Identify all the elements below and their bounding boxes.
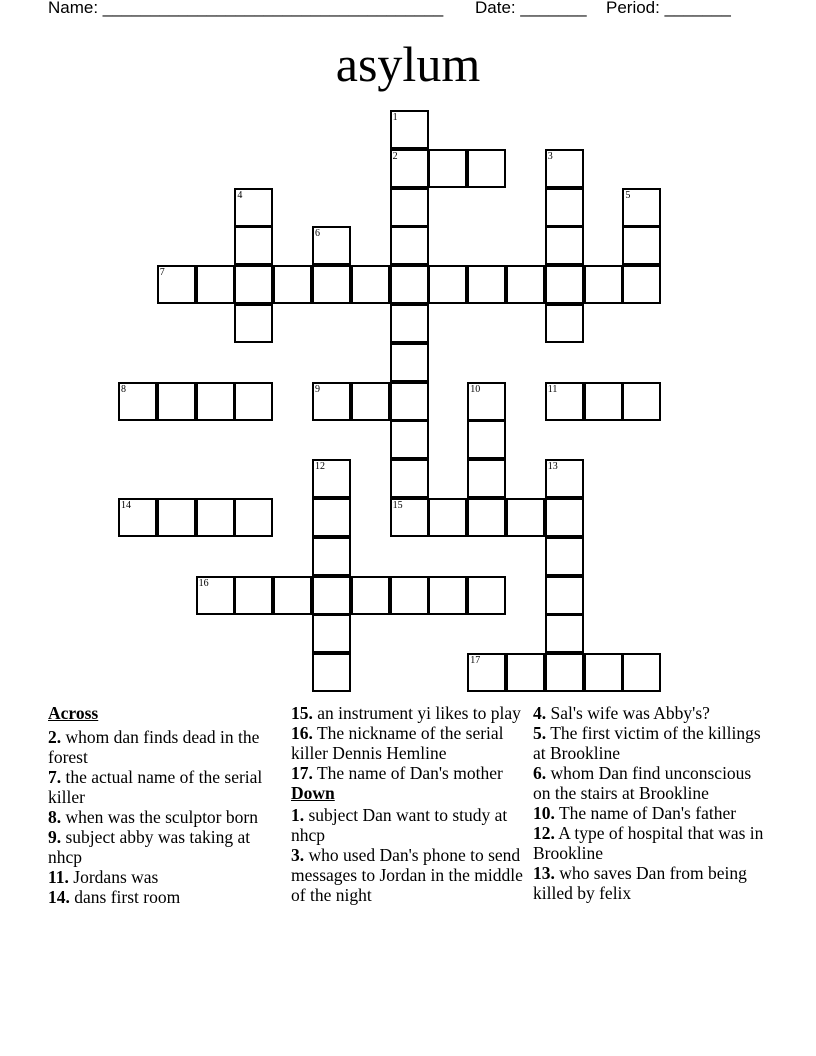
clue-number: 14 [121,500,131,511]
grid-cell[interactable] [584,653,623,692]
across-clue-11: 11. Jordans was [48,867,159,887]
clue-number: 4 [237,189,243,201]
grid-cell[interactable] [196,576,235,615]
across-clue-2: 2. whom dan finds dead in the forest [48,727,260,767]
clue-number: 8 [121,383,126,395]
clue-number: 12 [315,461,325,473]
grid-cell[interactable] [390,498,429,537]
grid-cell[interactable] [467,459,506,498]
clue-number: 15 [392,500,403,511]
grid-cell[interactable] [390,265,429,304]
down-clue-4: 4. Sal's wife was Abby's? [533,703,710,723]
grid-cell[interactable] [428,498,467,537]
grid-cell[interactable] [312,459,351,498]
puzzle-title: asylum [335,36,481,92]
grid-cell[interactable] [428,149,467,188]
grid-cell[interactable] [467,420,506,459]
grid-cell[interactable] [234,265,273,304]
clues-column-2 [291,703,527,905]
grid-cell[interactable] [467,265,506,304]
grid-cell[interactable] [545,498,584,537]
date-field[interactable]: Date: _______ [475,0,587,17]
grid-cell[interactable] [467,576,506,615]
down-clue-3: 3. who used Dan's phone to send messages to Jordan in the middle of the night [291,845,523,905]
grid-cell[interactable] [545,188,584,227]
grid-cell[interactable] [312,537,351,576]
grid-cell[interactable] [545,226,584,265]
across-clue-17: 17. The name of Dan's mother [291,763,503,783]
grid-cell[interactable] [390,420,429,459]
grid-cell[interactable] [390,149,429,188]
grid-cell[interactable] [390,459,429,498]
clue-number: 17 [470,655,481,667]
grid-cell[interactable] [390,304,429,343]
clues-column-1 [48,703,280,907]
grid-cell[interactable] [390,576,429,615]
grid-cell[interactable] [545,653,584,692]
grid-cell[interactable] [584,382,623,421]
name-field[interactable]: Name: ____________________________________ [48,0,444,17]
grid-cell[interactable] [622,265,661,304]
clues-column-3 [533,703,773,903]
grid-cell[interactable] [622,382,661,421]
clue-number: 6 [315,228,320,240]
grid-cell[interactable] [118,498,157,537]
grid-cell[interactable] [196,382,235,421]
grid-cell[interactable] [545,304,584,343]
grid-cell[interactable] [467,149,506,188]
grid-cell[interactable] [622,653,661,692]
down-clue-13: 13. who saves Dan from being killed by felix [533,863,747,903]
grid-cell[interactable] [545,614,584,653]
grid-cell[interactable] [234,576,273,615]
grid-cell[interactable] [545,265,584,304]
clue-number: 3 [547,150,553,162]
grid-cell[interactable] [312,653,351,692]
grid-cell[interactable] [312,614,351,653]
down-clue-12: 12. A type of hospital that was in Brookline [533,823,764,863]
grid-cell[interactable] [622,226,661,265]
clue-number: 16 [198,577,209,589]
across-clue-16: 16. The nickname of the serial killer Dennis Hemline [291,723,504,763]
grid-cell[interactable] [118,382,157,421]
across-clue-15: 15. an instrument yi likes to play [291,703,521,723]
grid-cell[interactable] [234,382,273,421]
grid-cell[interactable] [312,576,351,615]
clue-number: 2 [392,150,398,162]
grid-cell[interactable] [506,653,545,692]
grid-cell[interactable] [157,382,196,421]
grid-cell[interactable] [467,382,506,421]
grid-cell[interactable] [196,265,235,304]
down-heading: Down [291,783,335,803]
clue-number: 7 [159,267,165,279]
across-clue-8: 8. when was the sculptor born [48,807,258,827]
grid-cell[interactable] [196,498,235,537]
grid-cell[interactable] [506,265,545,304]
grid-cell[interactable] [312,265,351,304]
grid-cell[interactable] [545,149,584,188]
down-clue-1: 1. subject Dan want to study at nhcp [291,805,508,845]
down-clue-10: 10. The name of Dan's father [533,803,737,823]
clue-number: 5 [625,189,631,201]
grid-cell[interactable] [545,537,584,576]
grid-cell[interactable] [545,382,584,421]
grid-cell[interactable] [390,382,429,421]
down-clue-5: 5. The first victim of the killings at Brookline [533,723,761,763]
grid-cell[interactable] [234,188,273,227]
grid-cell[interactable] [545,459,584,498]
down-clue-6: 6. whom Dan find unconscious on the stairs at Brookline [533,763,752,803]
grid-cell[interactable] [351,382,390,421]
clue-number: 1 [392,112,398,123]
across-heading: Across [48,703,99,723]
grid-cell[interactable] [467,653,506,692]
grid-cell[interactable] [390,188,429,227]
clue-number: 10 [470,383,481,395]
clue-number: 11 [547,383,558,395]
grid-cell[interactable] [428,576,467,615]
grid-cell[interactable] [390,110,429,149]
grid-cell[interactable] [234,498,273,537]
grid-cell[interactable] [312,226,351,265]
clue-number: 13 [547,461,558,473]
grid-cell[interactable] [467,498,506,537]
grid-cell[interactable] [622,188,661,227]
period-field[interactable]: Period: _______ [606,0,731,17]
grid-cell[interactable] [351,576,390,615]
grid-cell[interactable] [234,304,273,343]
grid-cell[interactable] [273,576,312,615]
grid-cell[interactable] [351,265,390,304]
grid-cell[interactable] [157,498,196,537]
grid-cell[interactable] [545,576,584,615]
grid-cell[interactable] [273,265,312,304]
grid-cell[interactable] [584,265,623,304]
grid-cell[interactable] [390,343,429,382]
clue-number: 9 [315,383,320,395]
across-clue-7: 7. the actual name of the serial killer [48,767,263,807]
across-clue-9: 9. subject abby was taking at nhcp [48,827,251,867]
grid-cell[interactable] [390,226,429,265]
grid-cell[interactable] [312,498,351,537]
grid-cell[interactable] [312,382,351,421]
grid-cell[interactable] [428,265,467,304]
grid-cell[interactable] [157,265,196,304]
grid-cell[interactable] [234,226,273,265]
grid-cell[interactable] [506,498,545,537]
across-clue-14: 14. dans first room [48,887,181,907]
